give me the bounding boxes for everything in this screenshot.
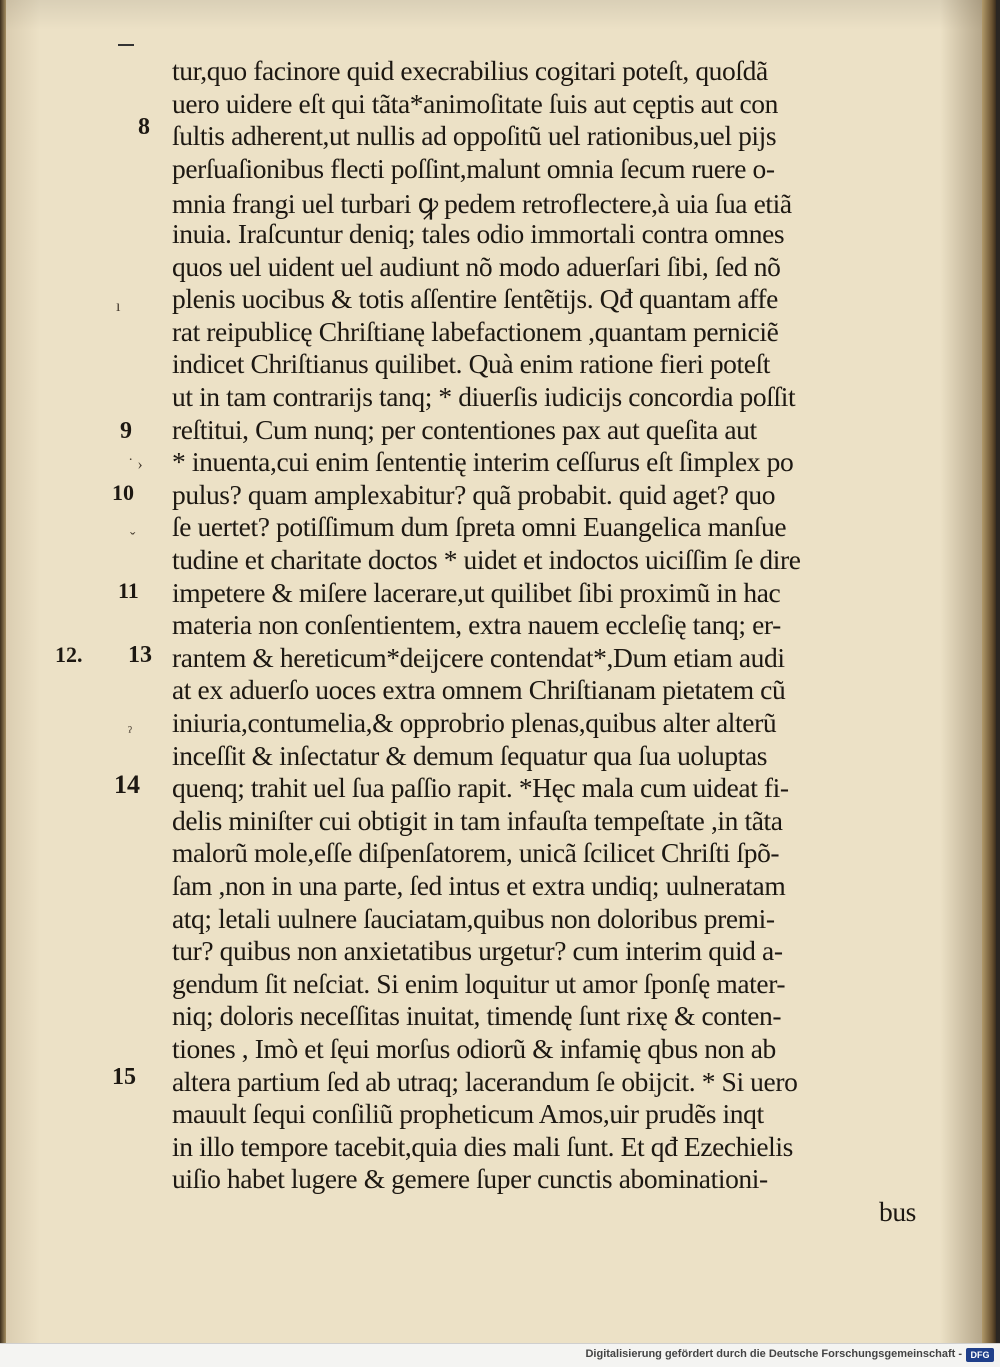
text-line: quenq; trahit uel ſua paſſio rapit. *Hęc mala cum uideat fi- (172, 772, 789, 804)
text-line: materia non conſentientem, extra nauem eccleſię tanq; er- (172, 609, 781, 641)
footer-bar (0, 1343, 1000, 1367)
text-line: tur? quibus non anxietatibus urgetur? cum interim quid a- (172, 935, 783, 967)
text-line: indicet Chriſtianus quilibet. Quà enim ratione fieri poteſt (172, 348, 771, 380)
margin-number: 13 (128, 642, 152, 668)
text-line: ut in tam contrarijs tanq; * diuerſis iudicijs concordia poſſit (172, 381, 796, 412)
text-line: rat reipublicę Chriſtianę labefactionem ,quantam perniciẽ (172, 315, 779, 347)
text-line: iniuria,contumelia,& opprobrio plenas,quibus alter alterũ (172, 707, 777, 738)
text-line: tur,quo facinore quid execrabilius cogitari poteſt, quoſdã (172, 55, 768, 86)
text-line: impetere & miſere lacerare,ut quilibet ſibi proximũ in hac (172, 576, 781, 608)
text-line: uiſio habet lugere & gemere ſuper cunctis abominationi- (172, 1163, 768, 1195)
margin-number: 8 (138, 114, 150, 140)
page-right-edge (982, 0, 996, 1343)
text-line: atq; letali uulnere ſauciatam,quibus non doloribus premi- (172, 902, 775, 934)
text-line: ſe uertet? potiſſimum dum ſpreta omni Euangelica manſue (172, 511, 787, 543)
text-line: tiones , Imò et ſęui morſus odiorũ & infamię qbus non ab (172, 1033, 776, 1064)
text-line: inceſſit & inſectatur & demum ſequatur qua ſua uoluptas (172, 739, 768, 771)
margin-number: 12. (55, 642, 83, 667)
page-left-edge (0, 0, 6, 1343)
catchword: bus (878, 1196, 916, 1227)
footer-credit: Digitalisierung gefördert durch die Deutsche Forschungsgemeinschaft - (585, 1348, 962, 1360)
text-line: ſam ,non in una parte, ſed intus et extra undiq; uulneratam (172, 870, 786, 901)
text-line: pulus? quam amplexabitur? quã probabit. quid aget? quo (172, 478, 776, 510)
margin-mark: ˀ (128, 724, 132, 741)
text-line: tudine et charitate doctos * uidet et indoctos uiciſſim ſe dire (172, 544, 801, 575)
text-line: * inuenta,cui enim ſententię interim ceſſurus eſt ſimplex po (172, 446, 794, 478)
dfg-logo: DFG (966, 1348, 994, 1362)
text-line: niq; doloris neceſſitas inuitat, timendę ſunt rixę & conten- (172, 1000, 782, 1032)
text-line: quos uel uident uel audiunt nõ modo aduerſari ſibi, ſed nõ (172, 250, 781, 282)
margin-number: 10 (112, 480, 134, 505)
text-line: altera partium ſed ab utraq; lacerandum ſe obijcit. * Si uero (172, 1065, 798, 1097)
text-line: reſtitui, Cum nunq; per contentiones pax aut queſita aut (172, 413, 757, 445)
text-line: ſultis adherent,ut nullis ad oppoſitũ uel rationibus,uel pijs (172, 120, 777, 152)
text-line: uero uidere eſt qui tãta*animoſitate ſuis aut cęptis aut con (172, 87, 779, 119)
text-line: gendum ſit neſciat. Si enim loquitur ut amor ſponſę mater- (172, 967, 786, 999)
margin-number: 14 (114, 770, 140, 799)
text-line: mnia frangi uel turbari ꝙ pedem retroflectere,à uia ſua etiã (172, 188, 792, 220)
margin-number: 9 (120, 418, 132, 444)
text-line: delis miniſter cui obtigit in tam infauſta tempeſtate ,in tãta (172, 804, 783, 836)
text-line: inuia. Iraſcuntur deniq; tales odio immortali contra omnes (172, 218, 785, 249)
text-line: rantem & hereticum*deijcere contendat*,Dum etiam audi (172, 641, 785, 673)
margin-mark: ˇ (130, 530, 136, 547)
corner-mark (118, 44, 134, 46)
text-line: at ex aduerſo uoces extra omnem Chriſtianam pietatem cũ (172, 674, 786, 706)
margin-number: 11 (118, 578, 139, 603)
margin-mark: ı (116, 298, 121, 315)
text-line: mauult ſequi conſiliũ propheticum Amos,uir prudẽs inqt (172, 1098, 764, 1130)
text-line: perſuaſionibus flecti poſſint,malunt omnia ſecum ruere o- (172, 152, 775, 184)
text-line: plenis uocibus & totis aſſentire ſentẽtijs. Qđ quantam affe (172, 283, 778, 315)
margin-number: 15 (112, 1064, 136, 1090)
margin-mark: ˙ › (128, 456, 143, 473)
text-line: malorũ mole,eſſe diſpenſatorem, unicã ſcilicet Chriſti ſpõ- (172, 837, 780, 869)
text-line: in illo tempore tacebit,quia dies mali ſunt. Et qđ Ezechielis (172, 1130, 793, 1162)
